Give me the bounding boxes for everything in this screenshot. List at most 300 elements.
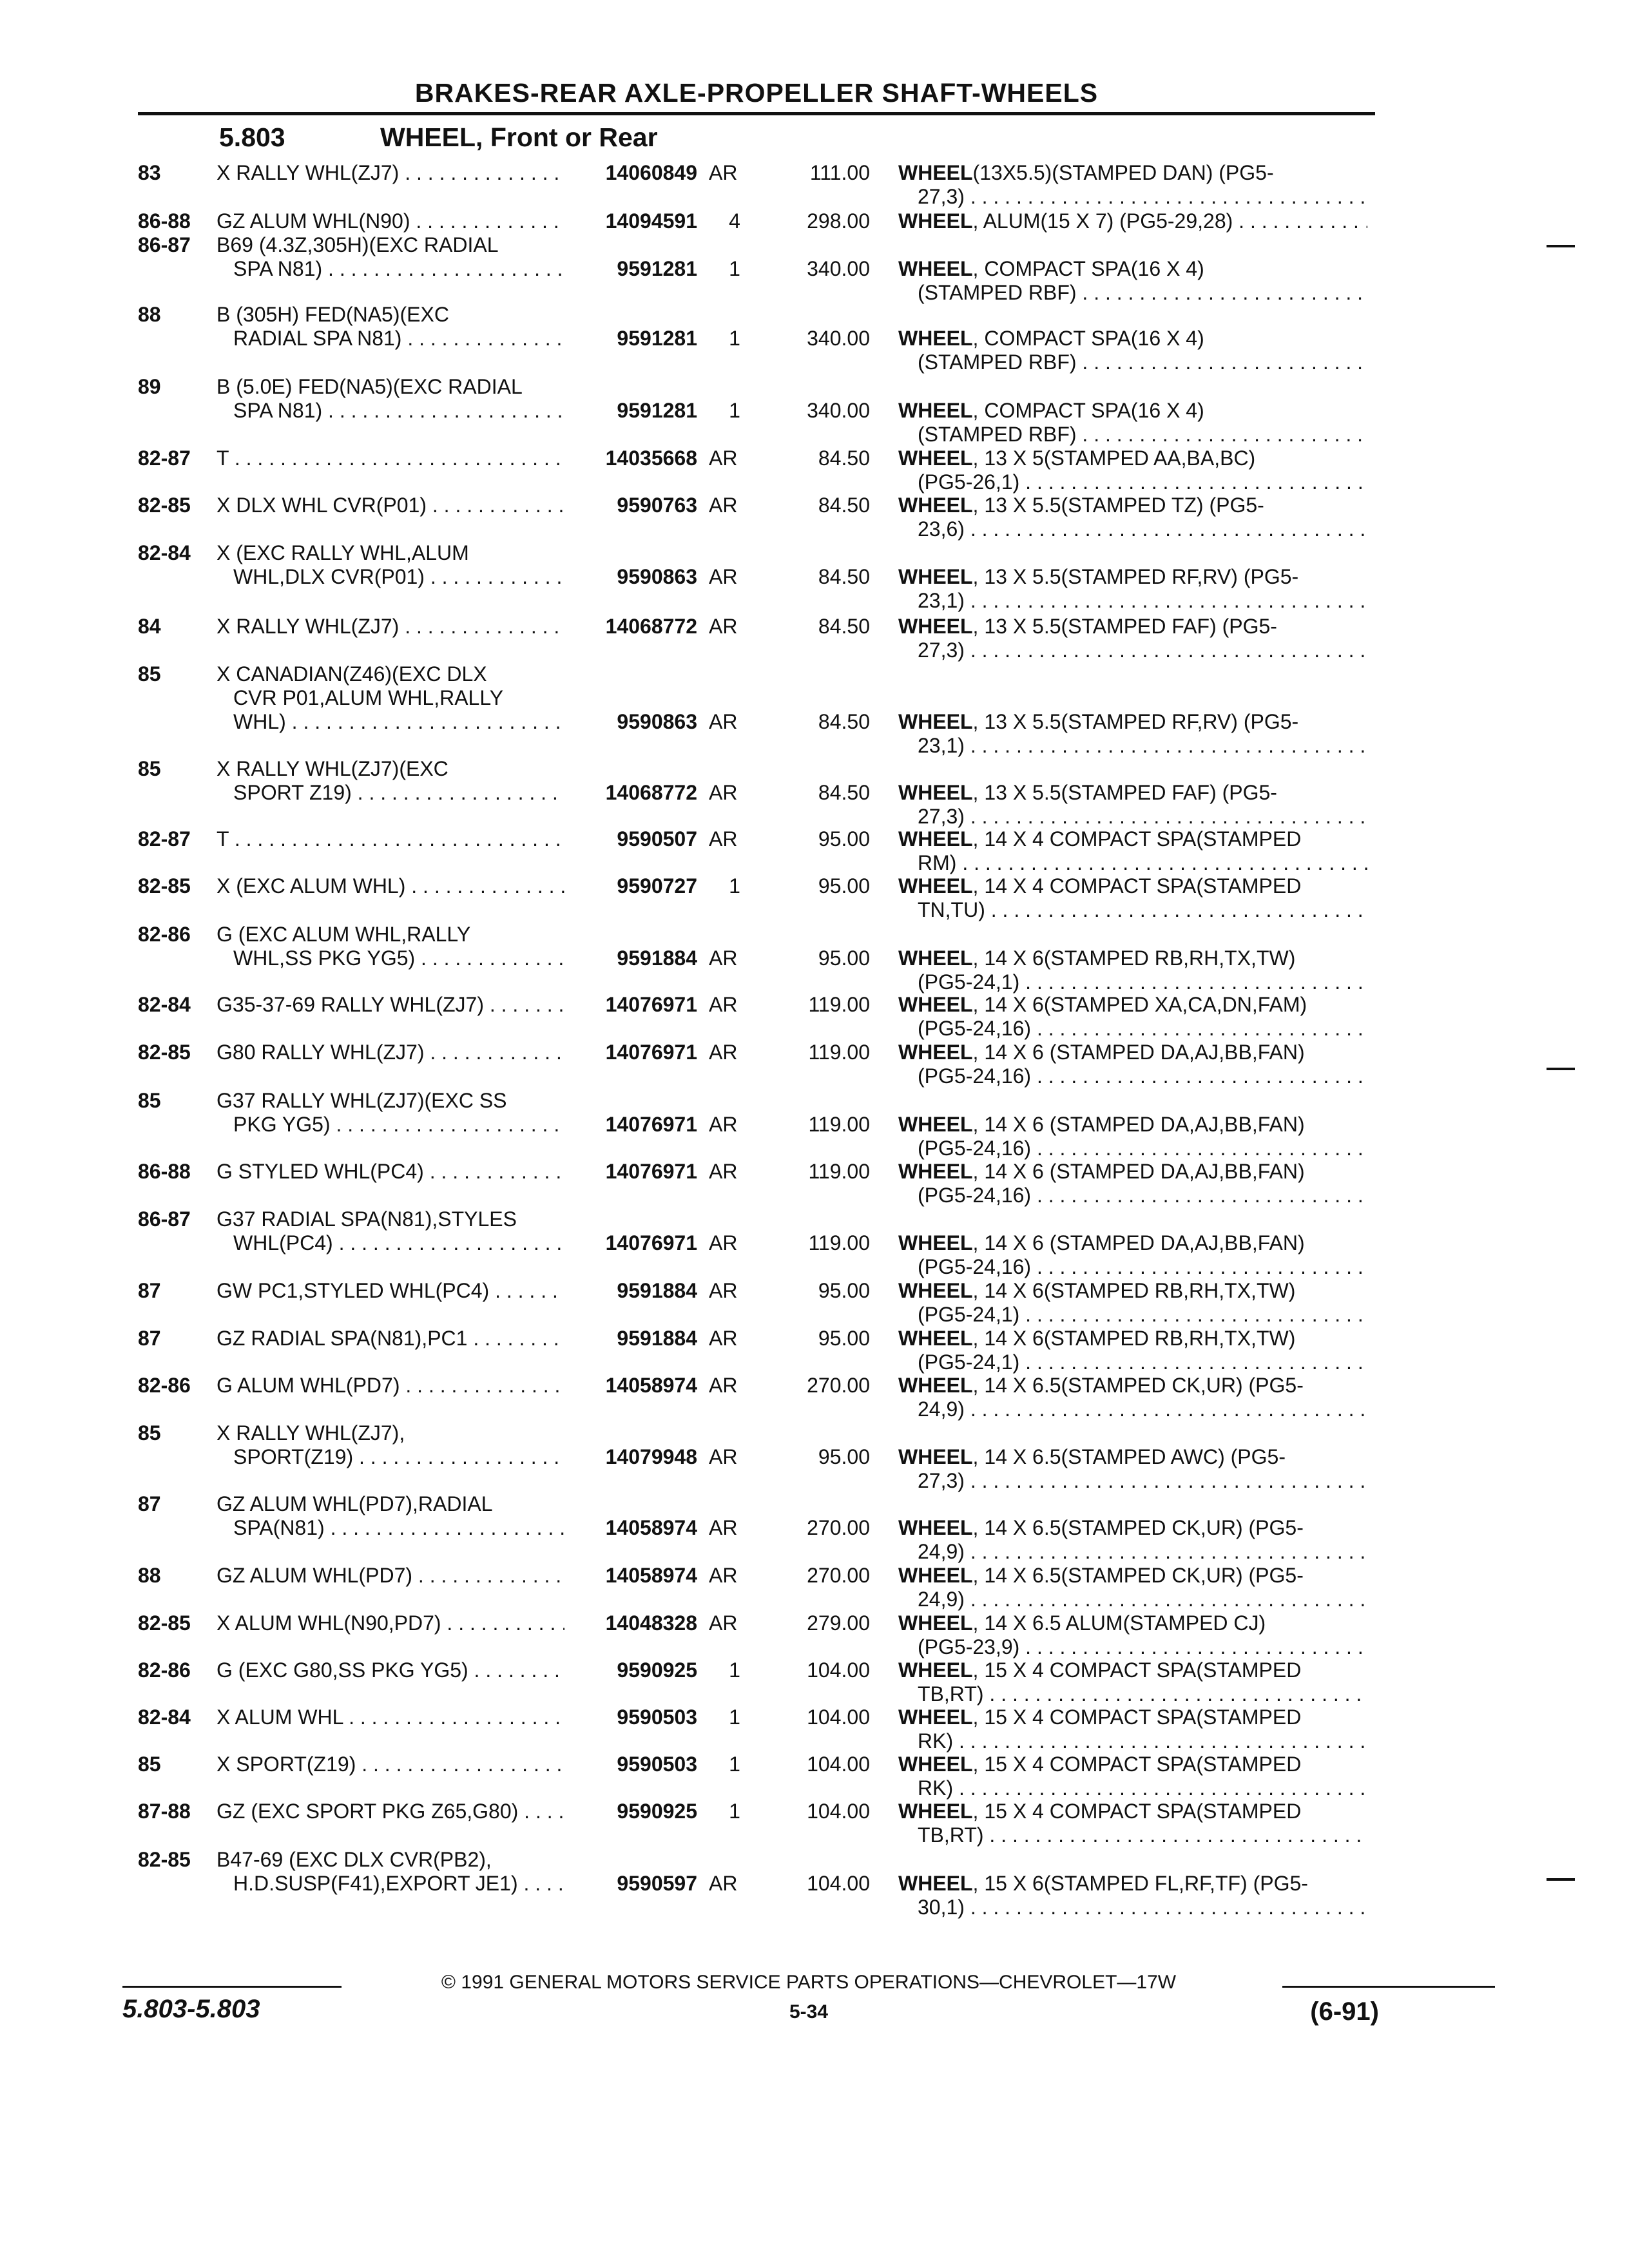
price: 270.00 [807,1374,870,1397]
wheel-description [898,781,1367,829]
application-description [217,1753,564,1776]
application-description [217,303,564,351]
wheel-spec: , 14 X 6 (STAMPED DA,AJ,BB,FAN) [972,1113,1305,1136]
description-line: SPORT Z19) . . . [217,781,564,805]
wheel-description-line [898,874,1367,898]
wheel-description-line: TB,RT) . . . [898,1682,1367,1706]
margin-mark [1547,1878,1575,1881]
part-number: 14076971 [605,1041,697,1064]
wheel-description-line: 24,9) . . . [898,1398,1367,1421]
part-name: WHEEL [898,1113,973,1136]
application-description [217,209,564,233]
part-number: 14035668 [605,447,697,470]
part-number: 14058974 [605,1516,697,1539]
quantity: AR [709,1160,738,1183]
wheel-spec: , 14 X 6(STAMPED XA,CA,DN,FAM) [972,993,1307,1016]
section-number: 5.803 [219,122,285,152]
part-name: WHEEL [898,1872,973,1895]
wheel-description-line [898,993,1367,1017]
wheel-description-line: (PG5-24,16) . . . [898,1137,1367,1160]
wheel-spec: , 13 X 5.5(STAMPED RF,RV) (PG5- [972,710,1299,733]
model-year: 87 [138,1492,161,1515]
application-description [217,541,564,589]
part-name: WHEEL [898,874,973,898]
wheel-spec: , 14 X 6.5(STAMPED CK,UR) (PG5- [972,1374,1304,1397]
model-year: 82-86 [138,1374,191,1397]
wheel-spec: , 14 X 6.5(STAMPED CK,UR) (PG5- [972,1516,1304,1539]
part-name: WHEEL [898,257,973,280]
part-name: WHEEL [898,1564,973,1587]
quantity: AR [709,1872,738,1895]
model-year: 86-87 [138,233,191,256]
part-name: WHEEL [898,565,973,588]
application-description [217,1089,564,1137]
wheel-spec: , 14 X 6.5(STAMPED CK,UR) (PG5- [972,1564,1304,1587]
wheel-description [898,1374,1367,1421]
wheel-description-line: 27,3) . . . [898,805,1367,829]
price: 298.00 [807,209,870,233]
wheel-description [898,827,1367,875]
wheel-spec: , COMPACT SPA(16 X 4) [972,327,1204,350]
part-name: WHEEL [898,615,973,638]
wheel-description [898,161,1367,209]
wheel-description-line [898,1516,1367,1540]
wheel-description [898,1445,1367,1493]
part-name: WHEEL [898,1041,973,1064]
price: 104.00 [807,1658,870,1682]
wheel-description-line [898,1113,1367,1137]
application-description [217,874,564,898]
part-name: WHEEL [898,399,973,422]
part-number: 9590863 [617,710,697,733]
wheel-description [898,565,1367,613]
part-number: 9591884 [617,947,697,970]
section-name: WHEEL, Front or Rear [380,122,658,152]
wheel-description [898,1113,1367,1160]
description-line: WHL,SS PKG YG5) . . . [217,947,564,970]
description-line: SPA(N81) . . . [217,1516,564,1540]
part-number: 9590763 [617,494,697,517]
quantity: AR [709,1445,738,1468]
wheel-description-line [898,710,1367,734]
description-line: B69 (4.3Z,305H)(EXC RADIAL [217,233,499,256]
wheel-spec: , 14 X 6 (STAMPED DA,AJ,BB,FAN) [972,1231,1305,1254]
model-year: 82-87 [138,827,191,850]
wheel-description [898,1753,1367,1800]
description-line: WHL,DLX CVR(P01) . . . [217,565,564,589]
wheel-description-line: (PG5-24,16) . . . [898,1184,1367,1207]
wheel-spec: , 14 X 6.5 ALUM(STAMPED CJ) [972,1611,1266,1635]
price: 104.00 [807,1872,870,1895]
copyright-notice: © 1991 GENERAL MOTORS SERVICE PARTS OPERATIONS—CHEVROLET—17W [441,1972,1177,1993]
description-line: GZ ALUM WHL(PD7),RADIAL [217,1492,493,1515]
quantity: AR [709,615,738,638]
section-heading [219,122,658,153]
wheel-description [898,209,1367,233]
section-range: 5.803-5.803 [122,1995,260,2023]
wheel-description-line [898,615,1367,639]
description-line: PKG YG5) . . . [217,1113,564,1137]
wheel-description [898,1800,1367,1847]
description-line: B (5.0E) FED(NA5)(EXC RADIAL [217,375,523,398]
page-title: BRAKES-REAR AXLE-PROPELLER SHAFT-WHEELS [414,78,1099,108]
wheel-description-line [898,257,1367,281]
quantity: 1 [729,399,740,422]
quantity: 1 [729,257,740,280]
description-line: X RALLY WHL(ZJ7)(EXC [217,757,448,780]
wheel-description [898,1706,1367,1753]
application-description [217,161,564,185]
model-year: 82-86 [138,923,191,946]
application-description [217,375,564,423]
price: 104.00 [807,1800,870,1823]
description-line: G37 RADIAL SPA(N81),STYLES [217,1207,517,1231]
price: 95.00 [818,874,870,898]
description-line: X SPORT(Z19) . . . [217,1753,564,1776]
description-line: GW PC1,STYLED WHL(PC4) . . . [217,1279,564,1303]
quantity: AR [709,1113,738,1136]
quantity: 1 [729,1658,740,1682]
wheel-description-line: 23,1) . . . [898,734,1367,758]
quantity: AR [709,710,738,733]
part-number: 14068772 [605,615,697,638]
wheel-spec: , 15 X 4 COMPACT SPA(STAMPED [972,1706,1302,1729]
wheel-description-line: (PG5-24,16) . . . [898,1255,1367,1279]
model-year: 82-87 [138,447,191,470]
part-name: WHEEL [898,1445,973,1468]
application-description [217,1800,564,1823]
wheel-description-line: (PG5-24,1) . . . [898,1303,1367,1327]
price: 340.00 [807,399,870,422]
application-description [217,662,564,734]
application-description [217,827,564,851]
wheel-description-line: (PG5-24,1) . . . [898,970,1367,994]
quantity: AR [709,827,738,850]
wheel-description-line [898,494,1367,517]
wheel-description-line: (PG5-24,16) . . . [898,1064,1367,1088]
part-number: 14068772 [605,781,697,804]
part-number: 9590863 [617,565,697,588]
part-number: 14058974 [605,1374,697,1397]
wheel-description [898,1611,1367,1659]
part-name: WHEEL [898,1231,973,1254]
price: 119.00 [808,1041,870,1064]
part-number: 14094591 [605,209,697,233]
price: 84.50 [818,494,870,517]
price: 340.00 [807,257,870,280]
wheel-description-line: RM) . . . [898,851,1367,875]
part-name: WHEEL [898,327,973,350]
wheel-description-line: (PG5-24,1) . . . [898,1350,1367,1374]
quantity: AR [709,1279,738,1302]
description-line: H.D.SUSP(F41),EXPORT JE1) . . . [217,1872,564,1896]
wheel-description-line: RK) . . . [898,1729,1367,1753]
price: 104.00 [807,1706,870,1729]
model-year: 84 [138,615,161,638]
part-number: 14076971 [605,1160,697,1183]
wheel-description [898,447,1367,494]
part-number: 9590503 [617,1753,697,1776]
quantity: 1 [729,1706,740,1729]
description-line: GZ RADIAL SPA(N81),PC1 . . . [217,1327,564,1350]
part-number: 9590597 [617,1872,697,1895]
part-name: WHEEL [898,161,973,184]
quantity: 1 [729,327,740,350]
part-name: WHEEL [898,1279,973,1302]
wheel-spec: , 15 X 4 COMPACT SPA(STAMPED [972,1658,1302,1682]
wheel-description-line: (PG5-26,1) . . . [898,470,1367,494]
part-number: 9590925 [617,1800,697,1823]
model-year: 82-86 [138,1658,191,1682]
part-number: 14076971 [605,1231,697,1254]
price: 95.00 [818,1279,870,1302]
description-line: SPORT(Z19) . . . [217,1445,564,1469]
quantity: 1 [729,1800,740,1823]
wheel-description-line [898,1374,1367,1398]
wheel-description-line: (STAMPED RBF) . . . [898,281,1367,305]
part-name: WHEEL [898,1753,973,1776]
description-line: X RALLY WHL(ZJ7) . . . [217,161,564,185]
description-line: GZ (EXC SPORT PKG Z65,G80) . . . [217,1800,564,1823]
price: 270.00 [807,1564,870,1587]
model-year: 82-84 [138,1706,191,1729]
wheel-spec: , 14 X 6(STAMPED RB,RH,TX,TW) [972,1327,1296,1350]
quantity: AR [709,947,738,970]
application-description [217,1706,564,1729]
model-year: 86-87 [138,1207,191,1231]
wheel-description [898,874,1367,922]
model-year: 85 [138,1421,161,1445]
price: 95.00 [818,1445,870,1468]
wheel-description-line [898,1564,1367,1588]
quantity: AR [709,1611,738,1635]
quantity: AR [709,1041,738,1064]
description-line: B (305H) FED(NA5)(EXC [217,303,449,326]
wheel-description [898,1041,1367,1088]
wheel-description-line [898,1872,1367,1896]
margin-mark [1547,245,1575,247]
wheel-description [898,1279,1367,1327]
application-description [217,1374,564,1398]
part-number: 9591281 [617,399,697,422]
model-year: 86-88 [138,209,191,233]
description-line: WHL) . . . [217,710,564,734]
price: 119.00 [808,993,870,1016]
wheel-description-line: 24,9) . . . [898,1588,1367,1611]
part-name: WHEEL [898,827,973,850]
wheel-description-line: 24,9) . . . [898,1540,1367,1564]
wheel-spec: , 15 X 4 COMPACT SPA(STAMPED [972,1753,1302,1776]
price: 84.50 [818,565,870,588]
quantity: AR [709,565,738,588]
price: 119.00 [808,1160,870,1183]
model-year: 82-85 [138,494,191,517]
model-year: 85 [138,757,161,780]
description-line: X (EXC ALUM WHL) . . . [217,874,564,898]
wheel-spec: , 14 X 6 (STAMPED DA,AJ,BB,FAN) [972,1160,1305,1183]
application-description [217,447,564,470]
wheel-spec: (13X5.5)(STAMPED DAN) (PG5- [972,161,1274,184]
wheel-spec: , 13 X 5.5(STAMPED RF,RV) (PG5- [972,565,1299,588]
application-description [217,1207,564,1255]
model-year: 82-84 [138,541,191,564]
wheel-description [898,710,1367,758]
wheel-description-line [898,161,1367,185]
price: 95.00 [818,1327,870,1350]
wheel-spec: , 13 X 5.5(STAMPED FAF) (PG5- [972,781,1277,804]
price: 279.00 [807,1611,870,1635]
model-year: 82-85 [138,1611,191,1635]
description-line: RADIAL SPA N81) . . . [217,327,564,351]
price: 119.00 [808,1113,870,1136]
application-description [217,923,564,970]
application-description [217,993,564,1017]
part-number: 9590503 [617,1706,697,1729]
description-line: G (EXC ALUM WHL,RALLY [217,923,471,946]
wheel-spec: , 14 X 6(STAMPED RB,RH,TX,TW) [972,1279,1296,1302]
part-name: WHEEL [898,1516,973,1539]
wheel-description-line: 27,3) . . . [898,1469,1367,1493]
quantity: AR [709,1564,738,1587]
application-description [217,233,564,281]
wheel-description-line [898,565,1367,589]
quantity: AR [709,494,738,517]
quantity: AR [709,447,738,470]
description-line: SPA N81) . . . [217,257,564,281]
model-year: 82-85 [138,1041,191,1064]
part-name: WHEEL [898,1160,973,1183]
wheel-description-line: (STAMPED RBF) . . . [898,351,1367,374]
application-description [217,757,564,805]
description-line: G (EXC G80,SS PKG YG5) . . . [217,1658,564,1682]
application-description [217,1848,564,1896]
model-year: 87 [138,1279,161,1302]
quantity: AR [709,161,738,184]
application-description [217,1160,564,1184]
wheel-description [898,947,1367,994]
description-line: GZ ALUM WHL(N90) . . . [217,209,564,233]
model-year: 82-85 [138,874,191,898]
wheel-description-line: 27,3) . . . [898,639,1367,662]
description-line: G37 RALLY WHL(ZJ7)(EXC SS [217,1089,507,1112]
description-line: T . . . [217,447,564,470]
wheel-spec: , 14 X 4 COMPACT SPA(STAMPED [972,874,1302,898]
application-description [217,615,564,639]
model-year: 82-84 [138,993,191,1016]
description-line: T . . . [217,827,564,851]
model-year: 83 [138,161,161,184]
model-year: 85 [138,1753,161,1776]
part-name: WHEEL [898,1374,973,1397]
application-description [217,494,564,517]
description-line: X RALLY WHL(ZJ7), [217,1421,405,1445]
part-name: WHEEL [898,1658,973,1682]
wheel-spec: , 14 X 6(STAMPED RB,RH,TX,TW) [972,947,1296,970]
wheel-description-line [898,1658,1367,1682]
price: 95.00 [818,827,870,850]
wheel-description-line: TB,RT) . . . [898,1823,1367,1847]
price: 84.50 [818,615,870,638]
part-name: WHEEL [898,1327,973,1350]
part-number: 9590727 [617,874,697,898]
part-number: 9591884 [617,1327,697,1350]
application-description [217,1492,564,1540]
wheel-description [898,327,1367,374]
model-year: 85 [138,662,161,686]
description-line: CVR P01,ALUM WHL,RALLY [233,686,504,709]
description-line: X ALUM WHL(N90,PD7) . . . [217,1611,564,1635]
wheel-description-line [898,1041,1367,1064]
part-name: WHEEL [898,1800,973,1823]
wheel-description-line: 23,1) . . . [898,589,1367,613]
wheel-description [898,1564,1367,1611]
wheel-description-line: 23,6) . . . [898,517,1367,541]
wheel-description [898,1160,1367,1207]
part-number: 9591281 [617,327,697,350]
wheel-description-line [898,1160,1367,1184]
revision-date: (6-91) [1310,1997,1379,2026]
wheel-spec: , 14 X 6.5(STAMPED AWC) (PG5- [972,1445,1286,1468]
part-number: 14076971 [605,993,697,1016]
price: 104.00 [807,1753,870,1776]
wheel-description-line: 30,1) . . . [898,1896,1367,1919]
model-year: 82-85 [138,1848,191,1871]
application-description [217,1041,564,1064]
wheel-description [898,1231,1367,1279]
description-line: X CANADIAN(Z46)(EXC DLX [217,662,487,686]
quantity: AR [709,993,738,1016]
wheel-description [898,257,1367,305]
model-year: 86-88 [138,1160,191,1183]
part-name: WHEEL [898,947,973,970]
application-description [217,1421,564,1469]
wheel-description-line [898,1611,1367,1635]
wheel-description-line [898,1327,1367,1350]
quantity: AR [709,781,738,804]
wheel-spec: , 13 X 5.5(STAMPED FAF) (PG5- [972,615,1277,638]
price: 84.50 [818,781,870,804]
wheel-description [898,1658,1367,1706]
application-description [217,1658,564,1682]
wheel-spec: , 15 X 4 COMPACT SPA(STAMPED [972,1800,1302,1823]
wheel-description [898,615,1367,662]
model-year: 87 [138,1327,161,1350]
description-line: X ALUM WHL . . . [217,1706,564,1729]
wheel-description [898,993,1367,1041]
quantity: AR [709,1374,738,1397]
description-line: X (EXC RALLY WHL,ALUM [217,541,469,564]
wheel-description [898,494,1367,541]
price: 95.00 [818,947,870,970]
quantity: AR [709,1516,738,1539]
wheel-description-line: 27,3) . . . [898,185,1367,209]
model-year: 87-88 [138,1800,191,1823]
price: 119.00 [808,1231,870,1254]
wheel-spec: , 15 X 6(STAMPED FL,RF,TF) (PG5- [972,1872,1308,1895]
wheel-description [898,1327,1367,1374]
description-line: GZ ALUM WHL(PD7) . . . [217,1564,564,1588]
model-year: 89 [138,375,161,398]
description-line: G35-37-69 RALLY WHL(ZJ7) . . . [217,993,564,1017]
part-number: 14079948 [605,1445,697,1468]
quantity: AR [709,1231,738,1254]
quantity: 4 [729,209,740,233]
part-number: 14048328 [605,1611,697,1635]
wheel-description [898,1872,1367,1919]
quantity: 1 [729,1753,740,1776]
part-number: 9590507 [617,827,697,850]
part-name: WHEEL [898,993,973,1016]
